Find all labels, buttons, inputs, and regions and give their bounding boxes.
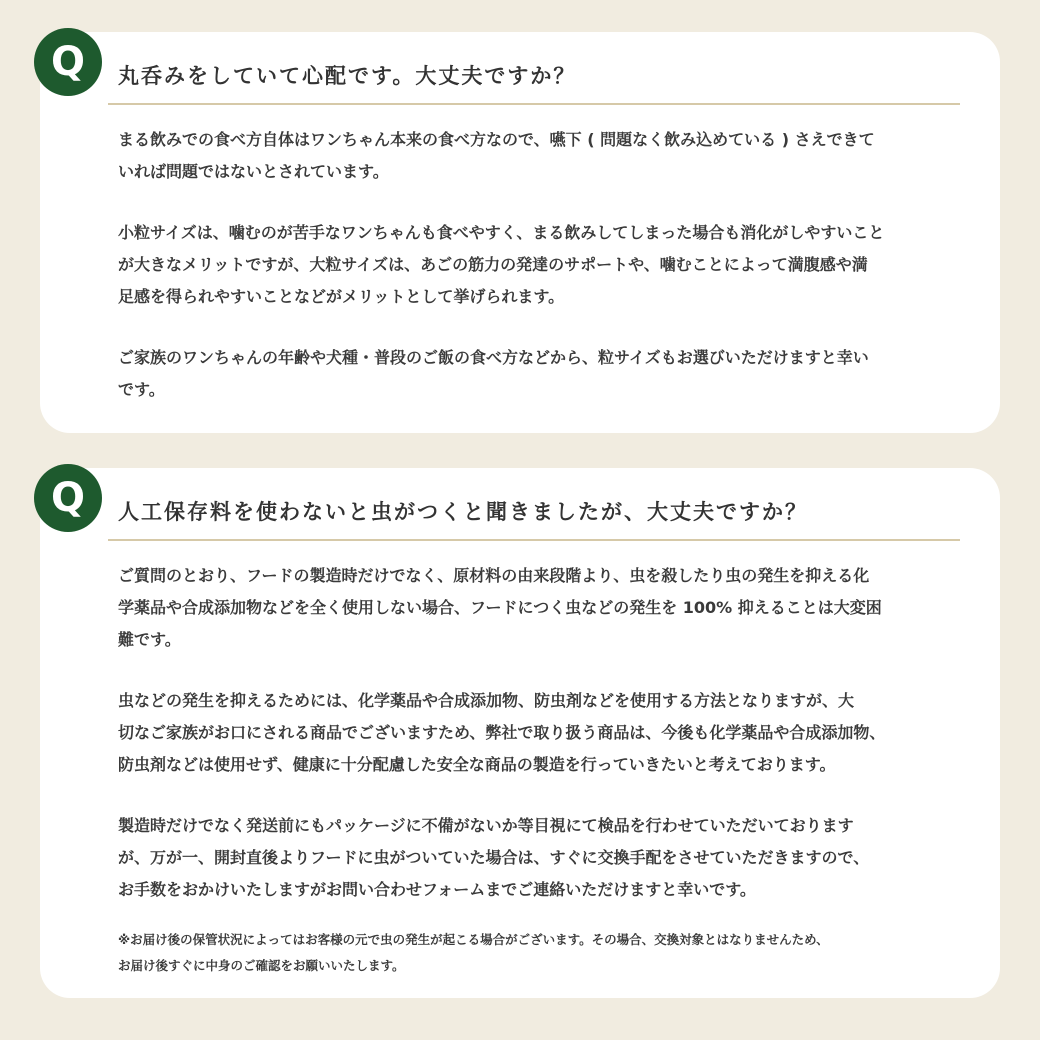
footnote-line: ※お届け後の保管状況によってはお客様の元で虫の発生が起こる場合がございます。その場合、交換対象とはなりませんため、	[118, 932, 829, 947]
answer-line: です。	[118, 380, 165, 399]
answer-body	[118, 560, 964, 979]
footnote-line: お届け後すぐに中身のご確認をお願いいたします。	[118, 958, 405, 973]
answer-paragraph	[118, 685, 964, 781]
answer-line: 虫などの発生を抑えるためには、化学薬品や合成添加物、防虫剤などを使用する方法となりますが、大	[118, 691, 855, 710]
answer-line: 難です。	[118, 630, 181, 649]
answer-paragraph	[118, 342, 964, 406]
answer-line: 学薬品や合成添加物などを全く使用しない場合、フードにつく虫などの発生を 100% 抑えることは大変困	[118, 598, 882, 617]
faq-card-1	[40, 32, 1000, 433]
answer-line: が大きなメリットですが、大粒サイズは、あごの筋力の発達のサポートや、噛むことによって満腹感や満	[118, 255, 868, 274]
footnote	[118, 927, 964, 979]
question-divider	[108, 103, 960, 105]
answer-line: 小粒サイズは、噛むのが苦手なワンちゃんも食べやすく、まる飲みしてしまった場合も消化がしやすいこと	[118, 223, 885, 242]
answer-line: 防虫剤などは使用せず、健康に十分配慮した安全な商品の製造を行っていきたいと考えております。	[118, 755, 836, 774]
question-badge: Q	[34, 28, 102, 96]
answer-line: 足感を得られやすいことなどがメリットとして挙げられます。	[118, 287, 565, 306]
answer-line: が、万が一、開封直後よりフードに虫がついていた場合は、すぐに交換手配をさせていただきますので、	[118, 848, 870, 867]
question-title: 丸呑みをしていて心配です。大丈夫ですか？	[118, 64, 577, 88]
answer-line: ご質問のとおり、フードの製造時だけでなく、原材料の由来段階より、虫を殺したり虫の発生を抑える化	[118, 566, 870, 585]
answer-body	[118, 124, 964, 406]
answer-paragraph	[118, 217, 964, 313]
answer-paragraph	[118, 124, 964, 188]
answer-line: 製造時だけでなく発送前にもパッケージに不備がないか等目視にて検品を行わせていただいております	[118, 816, 854, 835]
answer-line: いれば問題ではないとされています。	[118, 162, 389, 181]
faq-card-2	[40, 468, 1000, 998]
answer-line: まる飲みでの食べ方自体はワンちゃん本来の食べ方なので、嚥下 ( 問題なく飲み込めている ) さえできて	[118, 130, 875, 149]
answer-line: 切なご家族がお口にされる商品でございますため、弊社で取り扱う商品は、今後も化学薬品や合成添加物、	[118, 723, 886, 742]
answer-line: ご家族のワンちゃんの年齢や犬種・普段のご飯の食べ方などから、粒サイズもお選びいただけますと幸い	[118, 348, 869, 367]
question-badge: Q	[34, 464, 102, 532]
answer-paragraph	[118, 810, 964, 906]
question-divider	[108, 539, 960, 541]
question-title: 人工保存料を使わないと虫がつくと聞きましたが、大丈夫ですか？	[118, 500, 808, 524]
answer-paragraph	[118, 560, 964, 656]
answer-line: お手数をおかけいたしますがお問い合わせフォームまでご連絡いただけますと幸いです。	[118, 880, 756, 899]
